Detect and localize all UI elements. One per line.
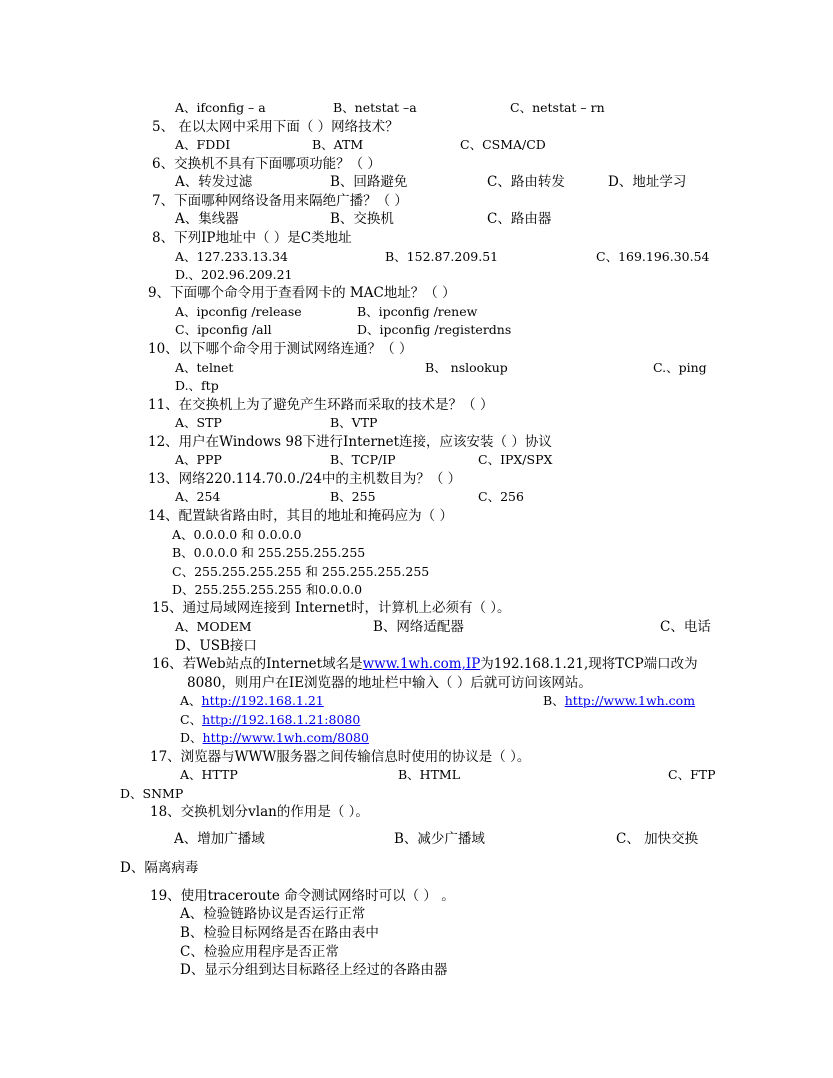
q17-option-b: B、HTML <box>398 767 461 782</box>
q11-option-a: A、STP <box>175 415 222 430</box>
q19-option-d: D、显示分组到达目标路径上经过的各路由器 <box>180 962 448 978</box>
q10-option-b: B、 nslookup <box>425 360 508 375</box>
q15-option-d: D、USB接口 <box>175 638 257 654</box>
q8-option-b: B、152.87.209.51 <box>385 249 499 264</box>
q12-option-c: C、IPX/SPX <box>478 452 553 467</box>
q10-option-a: A、telnet <box>175 360 234 375</box>
q7-option-b: B、交换机 <box>330 211 394 227</box>
q13-option-c: C、256 <box>478 489 524 504</box>
q18-option-a: A、增加广播域 <box>174 831 265 847</box>
q16-option-c <box>180 712 360 728</box>
q19-stem: 19、使用traceroute 命令测试网络时可以（ ） 。 <box>150 888 455 904</box>
q11-stem: 11、在交换机上为了避免产生环路而采取的技术是？（ ） <box>148 397 494 413</box>
q15-option-b: B、网络适配器 <box>373 619 464 635</box>
q17-option-d: D、SNMP <box>120 786 184 801</box>
q14-option-b: B、0.0.0.0 和 255.255.255.255 <box>172 545 366 560</box>
q6-option-b: B、回路避免 <box>330 174 408 190</box>
q8-option-d: D.、202.96.209.21 <box>175 267 293 282</box>
q18-stem: 18、交换机划分vlan的作用是（ ）。 <box>150 804 369 820</box>
q4-option-b: B、netstat –a <box>333 100 417 115</box>
q16-domain-link[interactable]: www.1wh.com,IP <box>362 656 481 672</box>
q16-stem-part3: 为192.168.1.21,现将TCP端口改为 <box>480 656 698 672</box>
q16-option-c-link[interactable]: http://192.168.1.21:8080 <box>202 712 361 727</box>
q9-option-a: A、ipconfig /release <box>175 304 302 319</box>
q16-option-d-link[interactable]: http://www.1wh.com/8080 <box>202 730 369 745</box>
q6-stem: 6、交换机不具有下面哪项功能？（ ） <box>152 156 381 172</box>
q6-option-a: A、转发过滤 <box>175 174 253 190</box>
q14-option-d: D、255.255.255.255 和0.0.0.0 <box>172 582 363 597</box>
q9-option-c: C、ipconfig /all <box>175 322 272 337</box>
q10-option-c: C.、ping <box>653 360 707 375</box>
q16-option-b-link[interactable]: http://www.1wh.com <box>564 693 696 708</box>
q19-option-a: A、检验链路协议是否运行正常 <box>180 906 366 922</box>
q17-stem: 17、浏览器与WWW服务器之间传输信息时使用的协议是（ ）。 <box>150 749 531 765</box>
q13-option-b: B、255 <box>330 489 376 504</box>
q18-option-c: C、 加快交换 <box>616 831 699 847</box>
q11-option-b: B、VTP <box>330 415 378 430</box>
q7-option-a: A、集线器 <box>175 211 239 227</box>
q8-option-c: C、169.196.30.54 <box>596 249 710 264</box>
q6-option-d: D、地址学习 <box>608 174 687 190</box>
q16-option-b <box>543 693 695 709</box>
q15-option-a: A、MODEM <box>175 619 252 634</box>
q12-option-a: A、PPP <box>175 452 222 467</box>
q16-option-a-link[interactable]: http://192.168.1.21 <box>201 693 324 708</box>
q17-option-a: A、HTTP <box>180 767 238 782</box>
q16-option-c-label: C、 <box>180 712 203 727</box>
q10-option-d: D.、ftp <box>175 378 219 393</box>
q15-option-c: C、电话 <box>660 619 711 635</box>
q8-option-a: A、127.233.13.34 <box>175 249 288 264</box>
q4-option-a: A、ifconfig – a <box>175 100 266 115</box>
q7-stem: 7、下面哪种网络设备用来隔绝广播？（ ） <box>152 193 408 209</box>
q14-option-c: C、255.255.255.255 和 255.255.255.255 <box>172 564 430 579</box>
q10-stem: 10、以下哪个命令用于测试网络连通？（ ） <box>148 341 413 357</box>
q18-option-d: D、隔离病毒 <box>120 860 199 876</box>
q7-option-c: C、路由器 <box>487 211 552 227</box>
q12-stem: 12、用户在Windows 98下进行Internet连接，应该安装（ ）协议 <box>148 434 552 450</box>
q16-stem-line2: 8080，则用户在IE浏览器的地址栏中输入（ ）后就可访问该网站。 <box>187 675 592 691</box>
q5-option-b: B、ATM <box>312 137 364 152</box>
q5-option-c: C、CSMA/CD <box>460 137 546 152</box>
q5-stem: 5、 在以太网中采用下面（ ）网络技术？ <box>152 119 399 135</box>
q16-stem <box>152 656 698 672</box>
q16-option-a <box>180 693 324 709</box>
q13-stem: 13、网络220.114.70.0./24中的主机数目为？（ ） <box>148 471 462 487</box>
q9-option-d: D、ipconfig /registerdns <box>357 322 512 337</box>
q16-option-b-label: B、 <box>543 693 565 708</box>
q15-stem: 15、通过局域网连接到 Internet时，计算机上必须有（ ）。 <box>152 600 511 616</box>
q14-option-a: A、0.0.0.0 和 0.0.0.0 <box>172 527 302 542</box>
q18-option-b: B、减少广播域 <box>394 831 485 847</box>
q13-option-a: A、254 <box>175 489 221 504</box>
q6-option-c: C、路由转发 <box>487 174 565 190</box>
q19-option-b: B、检验目标网络是否在路由表中 <box>180 925 379 941</box>
q5-option-a: A、FDDI <box>175 137 231 152</box>
q9-stem: 9、下面哪个命令用于查看网卡的 MAC地址？（ ） <box>148 285 456 301</box>
q12-option-b: B、TCP/IP <box>330 452 396 467</box>
q16-stem-part1: 16、若Web站点的Internet域名是 <box>152 656 363 672</box>
q19-option-c: C、检验应用程序是否正常 <box>180 944 339 960</box>
q17-option-c: C、FTP <box>668 767 716 782</box>
q16-option-d <box>180 730 369 746</box>
q16-option-a-label: A、 <box>180 693 202 708</box>
q14-stem: 14、配置缺省路由时，其目的地址和掩码应为（ ） <box>148 508 453 524</box>
q9-option-b: B、ipconfig /renew <box>357 304 478 319</box>
q16-option-d-label: D、 <box>180 730 203 745</box>
q4-option-c: C、netstat – rn <box>510 100 605 115</box>
q8-stem: 8、下列IP地址中（ ）是C类地址 <box>152 230 352 246</box>
